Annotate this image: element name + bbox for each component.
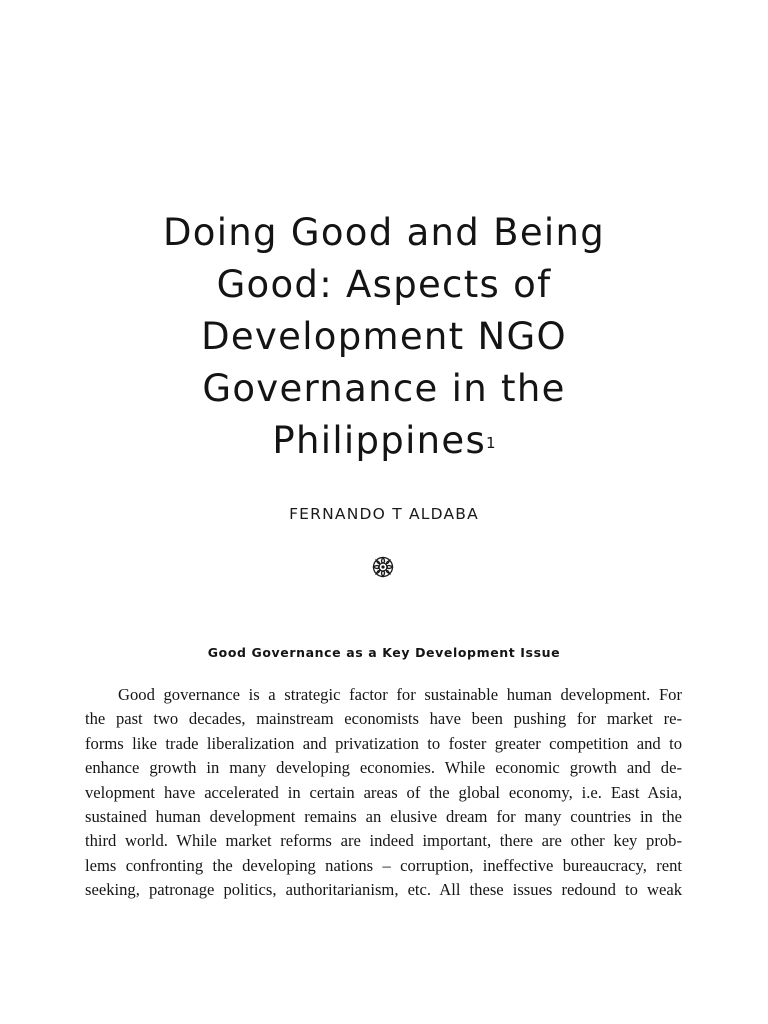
paragraph-line: seeking, patronage politics, authoritarianism, etc. All these issues redound to weak	[85, 880, 682, 900]
title-line-last	[0, 415, 768, 467]
section-heading: Good Governance as a Key Development Issue	[207, 645, 561, 660]
title-line: Good: Aspects of	[216, 263, 552, 306]
paragraph-line: Good governance is a strategic factor for sustainable human development. For	[118, 685, 682, 704]
ornamental-fleuron-icon	[371, 555, 395, 579]
paragraph-line: velopment have accelerated in certain areas of the global economy, i.e. East Asia,	[85, 782, 682, 802]
title-line: Doing Good and Being	[162, 211, 606, 254]
paragraph-line: third world. While market reforms are indeed important, there are other key prob-	[85, 831, 682, 851]
paragraph-line: forms like trade liberalization and privatization to foster greater competition and to	[85, 733, 682, 753]
body-paragraph	[85, 683, 682, 903]
paragraph-line: enhance growth in many developing economies. While economic growth and de-	[85, 758, 682, 778]
title-line-text: Philippines	[272, 419, 487, 462]
title-line: Development NGO	[201, 315, 567, 358]
paragraph-line: the past two decades, mainstream economists have been pushing for market re-	[85, 709, 682, 729]
paragraph-line: sustained human development remains an elusive dream for many countries in the	[85, 807, 682, 827]
paragraph-line: lems confronting the developing nations – corruption, ineffective bureaucracy, rent	[85, 855, 682, 875]
paper-title	[0, 207, 768, 467]
footnote-marker[interactable]: 1	[486, 434, 496, 452]
author-name: FERNANDO T ALDABA	[289, 505, 479, 523]
title-line: Governance in the	[202, 367, 566, 410]
